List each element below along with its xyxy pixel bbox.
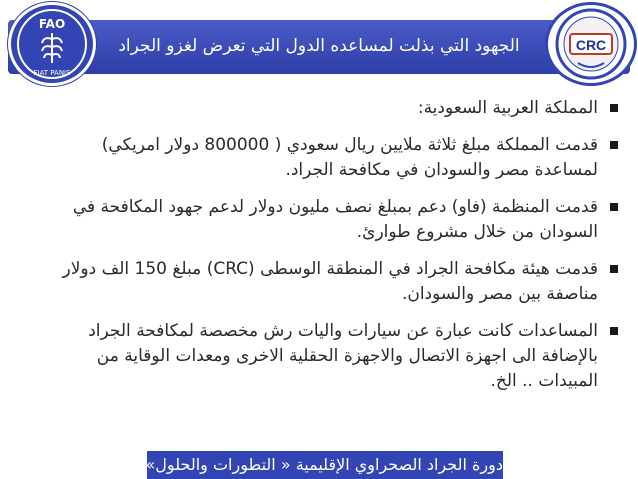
slide-footer bbox=[147, 451, 503, 479]
bullet-item bbox=[40, 195, 624, 245]
bullet-list bbox=[40, 96, 624, 406]
bullet-text: المساعدات كانت عبارة عن سيارات واليات رش مخصصة لمكافحة الجراد بالإضافة الى اجهزة الاتصال والاجهزة الحقلية الاخرى ومعدات الوقاية من المبيدات .. الخ. bbox=[88, 321, 598, 391]
bullet-item bbox=[40, 96, 624, 121]
page-title: الجهود التي بذلت لمساعده الدول التي تعرض لغزو الجراد bbox=[118, 36, 520, 56]
bullet-item bbox=[40, 257, 624, 307]
bullet-text: المملكة العربية السعودية: bbox=[417, 98, 598, 118]
square-bullet-icon bbox=[610, 265, 618, 273]
square-bullet-icon bbox=[610, 203, 618, 211]
bullet-text: قدمت هيئة مكافحة الجراد في المنطقة الوسطى (CRC) مبلغ 150 الف دولار مناصفة بين مصر والسودان. bbox=[62, 259, 598, 304]
footer-text: دورة الجراد الصحراوي الإقليمية « التطورات والحلول» bbox=[145, 455, 503, 474]
fao-logo-letters: FAO bbox=[38, 17, 66, 31]
fao-logo bbox=[8, 2, 96, 86]
bullet-text: قدمت المملكة مبلغ ثلاثة ملايين ريال سعودي ( 800000 دولار امريكي) لمساعدة مصر والسودان في مكافحة الجراد. bbox=[101, 135, 598, 180]
crc-logo-icon bbox=[548, 5, 634, 83]
fao-logo-icon bbox=[11, 5, 93, 83]
bullet-item bbox=[40, 133, 624, 183]
square-bullet-icon bbox=[610, 327, 618, 335]
square-bullet-icon bbox=[610, 104, 618, 112]
slide-header bbox=[0, 0, 638, 82]
bullet-text: قدمت المنظمة (فاو) دعم بمبلغ نصف مليون دولار لدعم جهود المكافحة في السودان من خلال مشروع طوارئ. bbox=[72, 197, 598, 242]
crc-logo bbox=[545, 2, 637, 86]
fao-logo-motto: FIAT PANIS bbox=[33, 69, 71, 77]
crc-logo-letters: CRC bbox=[575, 37, 607, 53]
square-bullet-icon bbox=[610, 141, 618, 149]
bullet-item bbox=[40, 319, 624, 394]
